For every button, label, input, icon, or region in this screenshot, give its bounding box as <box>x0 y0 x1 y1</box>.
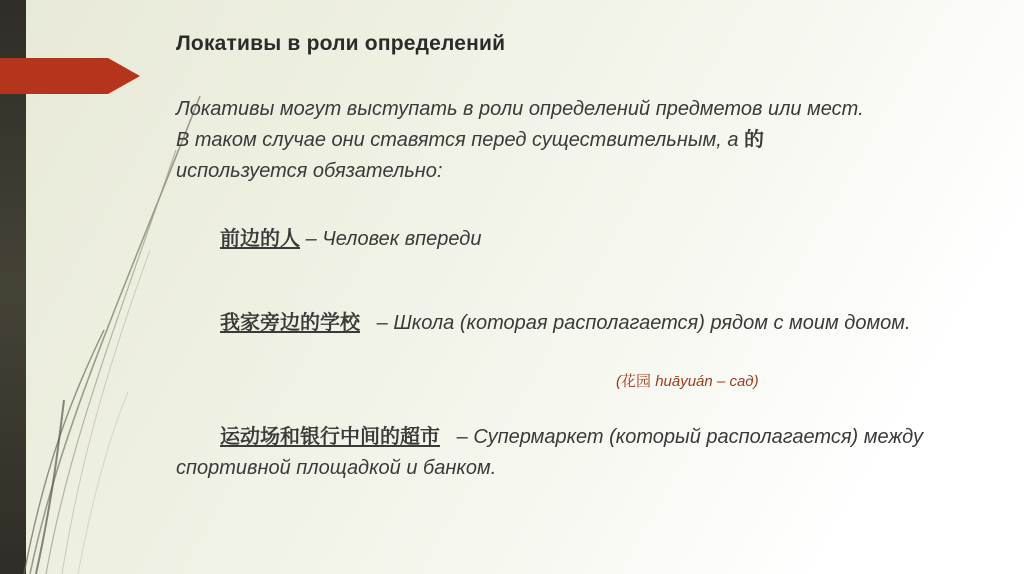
example-1 <box>176 224 956 255</box>
example-2-chinese: 我家旁边的学校 <box>220 312 360 334</box>
example-3-dash: – <box>456 426 468 448</box>
example-1-dash: – <box>305 228 317 250</box>
note-translation: сад <box>729 373 754 390</box>
slide-content <box>176 0 1006 574</box>
note-open-paren: ( <box>616 373 621 390</box>
note-dash: – <box>716 373 726 390</box>
example-1-chinese: 前边的人 <box>220 228 300 250</box>
intro-part-2: предметов <box>655 98 763 120</box>
intro-part-1: Локативы могут выступать в роли определений <box>176 98 656 120</box>
note-close-paren: ) <box>753 373 759 390</box>
page-title: Локативы в роли определений <box>176 32 506 55</box>
example-3-chinese: 运动场和银行中间的超市 <box>220 426 440 448</box>
example-1-translation: Человек впереди <box>322 228 482 250</box>
intro-part-3: или мест. В таком случае они ставятся перед существительным, а <box>176 98 864 151</box>
example-2-translation: Школа (которая располагается) рядом с моим домом. <box>393 312 911 334</box>
intro-part-5: используется обязательно: <box>176 160 443 182</box>
example-3-translation: Супермаркет (который располагается) между спортивной площадкой и банком. <box>176 426 923 479</box>
example-2-dash: – <box>376 312 388 334</box>
example-2 <box>176 308 966 339</box>
intro-particle-de: 的 <box>744 129 765 151</box>
vocabulary-note <box>616 370 759 391</box>
note-pinyin: huāyuán <box>655 373 713 390</box>
note-chinese: 花园 <box>621 373 652 390</box>
intro-paragraph <box>176 94 876 187</box>
red-arrow-accent <box>0 58 140 94</box>
example-3 <box>176 422 966 484</box>
